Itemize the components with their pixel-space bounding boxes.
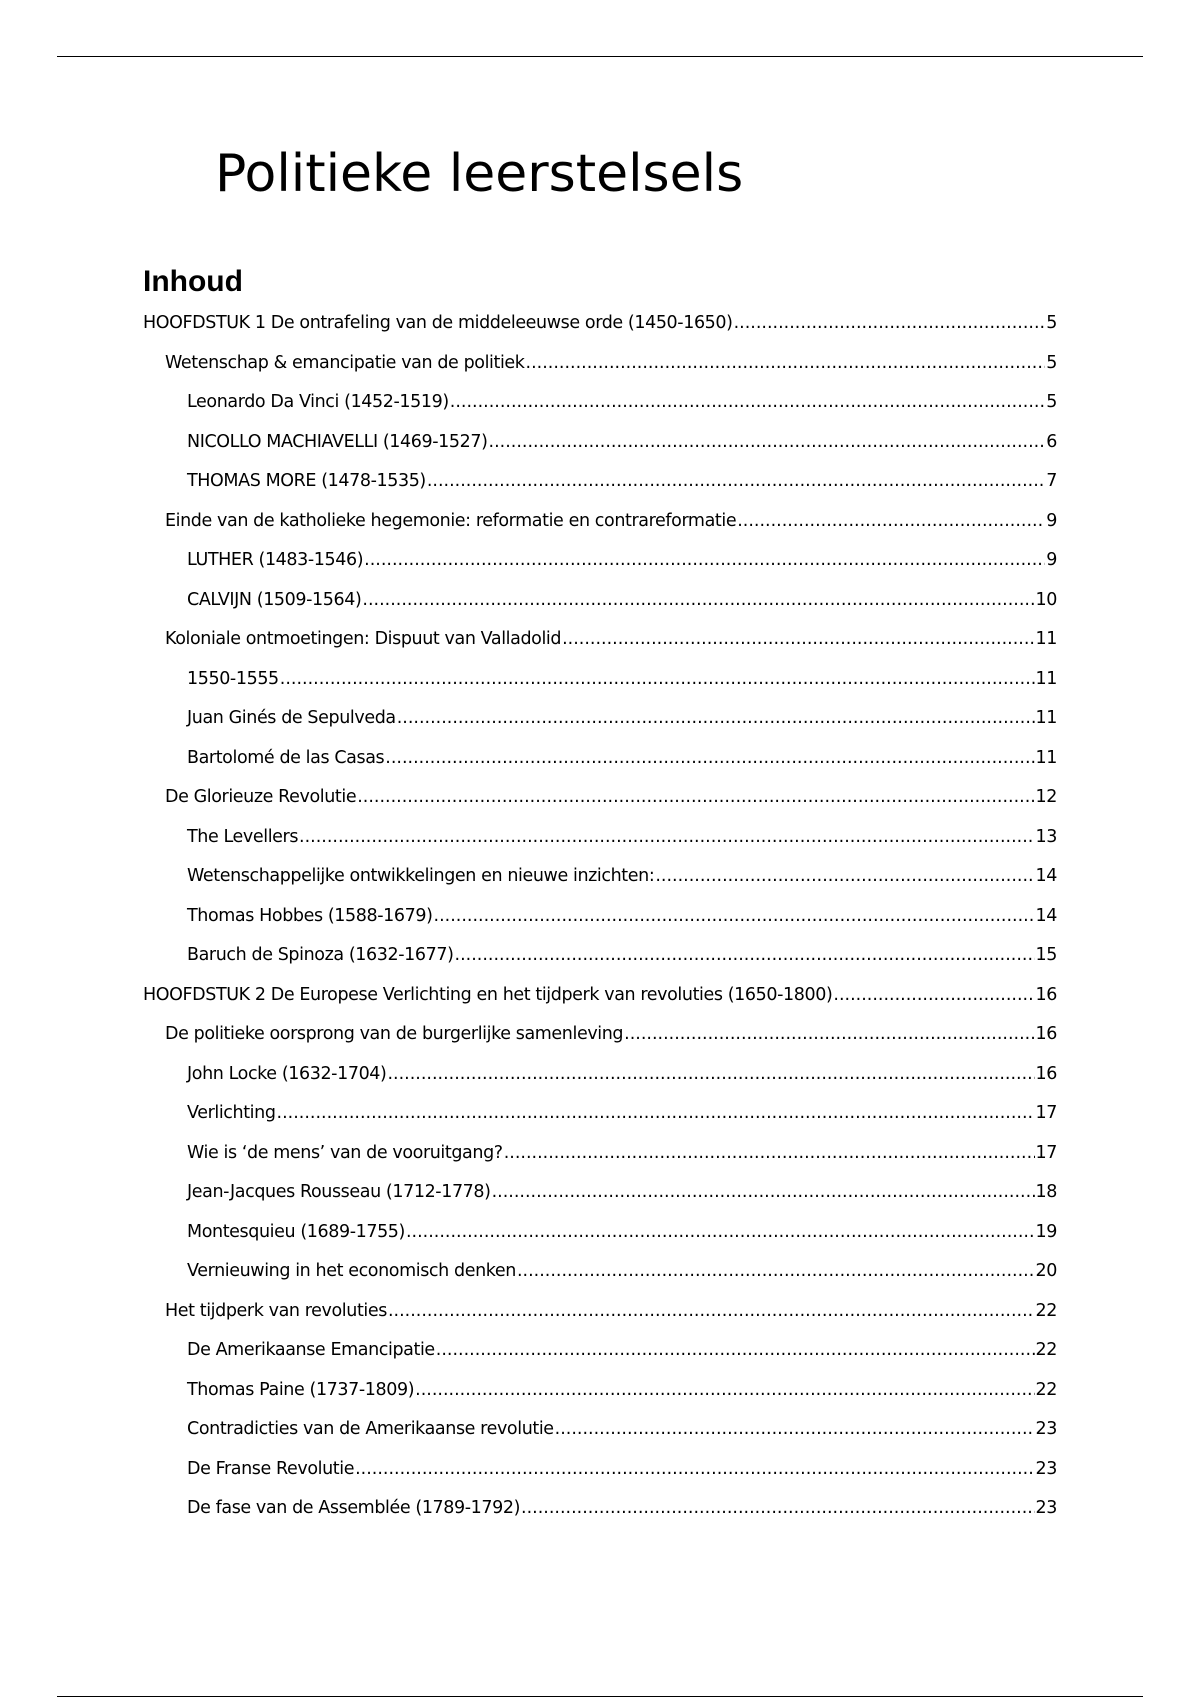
toc-dot-leader xyxy=(504,1140,1035,1166)
toc-dot-leader xyxy=(277,1100,1035,1126)
toc-page-number: 7 xyxy=(1046,471,1057,491)
toc-dot-leader xyxy=(299,824,1034,850)
toc-entry-title: THOMAS MORE (1478-1535) xyxy=(187,471,426,491)
toc-entry-title: Verlichting xyxy=(187,1103,276,1123)
toc-dot-leader xyxy=(406,1219,1035,1245)
toc-page-number: 14 xyxy=(1035,866,1057,886)
toc-dot-leader xyxy=(489,429,1046,455)
toc-entry[interactable] xyxy=(165,350,1057,376)
toc-dot-leader xyxy=(364,547,1045,573)
document-title: Politieke leerstelsels xyxy=(215,144,744,204)
toc-dot-leader xyxy=(357,784,1034,810)
toc-entry[interactable] xyxy=(187,547,1057,573)
toc-entry-title: Contradicties van de Amerikaanse revolutie xyxy=(187,1419,554,1439)
toc-entry[interactable] xyxy=(187,705,1057,731)
toc-entry[interactable] xyxy=(187,1416,1057,1442)
toc-entry-title: Einde van de katholieke hegemonie: reformatie en contrareformatie xyxy=(165,510,737,531)
toc-page-number: 16 xyxy=(1035,1024,1057,1044)
toc-entry[interactable] xyxy=(187,587,1057,613)
toc-dot-leader xyxy=(415,1377,1034,1403)
toc-entry-title: LUTHER (1483-1546) xyxy=(187,550,364,570)
toc-page-number: 20 xyxy=(1035,1261,1057,1281)
toc-entry[interactable] xyxy=(165,626,1057,652)
toc-entry-title: Vernieuwing in het economisch denken xyxy=(187,1261,516,1281)
toc-entry-title: The Levellers xyxy=(187,826,299,847)
toc-page-number: 17 xyxy=(1035,1142,1057,1163)
toc-dot-leader xyxy=(436,1337,1035,1363)
toc-dot-leader xyxy=(280,666,1035,692)
toc-page-number: 5 xyxy=(1046,313,1057,333)
toc-entry[interactable] xyxy=(187,824,1057,850)
toc-entry[interactable] xyxy=(187,1258,1057,1284)
toc-entry[interactable] xyxy=(187,1337,1057,1363)
toc-page-number: 17 xyxy=(1035,1103,1057,1123)
toc-entry-title: De fase van de Assemblée (1789-1792) xyxy=(187,1498,521,1518)
toc-page-number: 18 xyxy=(1035,1182,1057,1202)
toc-page-number: 23 xyxy=(1035,1458,1057,1479)
toc-entry[interactable] xyxy=(187,1495,1057,1521)
toc-dot-leader xyxy=(833,982,1034,1008)
toc-entry[interactable] xyxy=(143,310,1057,336)
toc-heading: Inhoud xyxy=(143,265,243,298)
toc-entry[interactable] xyxy=(187,745,1057,771)
toc-dot-leader xyxy=(387,1061,1034,1087)
toc-entry[interactable] xyxy=(187,1061,1057,1087)
toc-entry[interactable] xyxy=(187,1456,1057,1482)
toc-entry[interactable] xyxy=(187,1100,1057,1126)
toc-entry[interactable] xyxy=(143,982,1057,1008)
toc-dot-leader xyxy=(362,587,1034,613)
toc-dot-leader xyxy=(624,1021,1034,1047)
toc-entry-title: De Franse Revolutie xyxy=(187,1458,355,1479)
toc-entry[interactable] xyxy=(187,1377,1057,1403)
toc-dot-leader xyxy=(517,1258,1035,1284)
header-rule xyxy=(57,56,1143,57)
toc-dot-leader xyxy=(450,389,1045,415)
toc-entry[interactable] xyxy=(187,942,1057,968)
toc-entry-title: John Locke (1632-1704) xyxy=(187,1063,387,1084)
toc-page-number: 5 xyxy=(1046,352,1057,373)
toc-dot-leader xyxy=(434,903,1035,929)
toc-entry-title: Thomas Hobbes (1588-1679) xyxy=(187,905,433,926)
toc-dot-leader xyxy=(385,745,1034,771)
toc-dot-leader xyxy=(562,626,1034,652)
toc-dot-leader xyxy=(388,1298,1035,1324)
toc-page-number: 5 xyxy=(1046,392,1057,412)
toc-page-number: 11 xyxy=(1035,747,1057,768)
toc-entry[interactable] xyxy=(165,508,1057,534)
toc-page-number: 23 xyxy=(1035,1498,1057,1518)
toc-entry[interactable] xyxy=(187,666,1057,692)
toc-entry-title: Baruch de Spinoza (1632-1677) xyxy=(187,945,454,965)
toc-dot-leader xyxy=(734,310,1046,336)
toc-page-number: 6 xyxy=(1046,431,1057,452)
toc-entry-title: NICOLLO MACHIAVELLI (1469-1527) xyxy=(187,431,488,452)
toc-entry-title: CALVIJN (1509-1564) xyxy=(187,589,362,610)
footer-rule xyxy=(57,1696,1143,1697)
toc-entry-title: Jean-Jacques Rousseau (1712-1778) xyxy=(187,1182,491,1202)
toc-entry-title: Thomas Paine (1737-1809) xyxy=(187,1379,415,1400)
toc-entry-title: Montesquieu (1689-1755) xyxy=(187,1221,405,1242)
toc-page-number: 12 xyxy=(1035,787,1057,807)
toc-dot-leader xyxy=(555,1416,1035,1442)
toc-dot-leader xyxy=(492,1179,1035,1205)
toc-page-number: 23 xyxy=(1035,1419,1057,1439)
toc-entry-title: Wetenschappelijke ontwikkelingen en nieuwe inzichten: xyxy=(187,866,655,886)
toc-dot-leader xyxy=(427,468,1045,494)
toc-dot-leader xyxy=(737,508,1045,534)
toc-dot-leader xyxy=(455,942,1035,968)
toc-entry-title: Wie is ‘de mens’ van de vooruitgang? xyxy=(187,1142,503,1163)
toc-entry[interactable] xyxy=(165,1021,1057,1047)
toc-entry-title: De Glorieuze Revolutie xyxy=(165,787,357,807)
toc-entry-title: 1550-1555 xyxy=(187,668,279,689)
toc-entry-title: Het tijdperk van revoluties xyxy=(165,1300,387,1321)
toc-entry[interactable] xyxy=(187,1140,1057,1166)
toc-entry-title: Wetenschap & emancipatie van de politiek xyxy=(165,352,525,373)
toc-page-number: 15 xyxy=(1035,945,1057,965)
toc-page-number: 22 xyxy=(1035,1379,1057,1400)
toc-page-number: 13 xyxy=(1035,826,1057,847)
toc-page-number: 22 xyxy=(1035,1340,1057,1360)
toc-entry[interactable] xyxy=(187,1179,1057,1205)
toc-page-number: 16 xyxy=(1035,984,1057,1005)
toc-entry-title: De Amerikaanse Emancipatie xyxy=(187,1340,435,1360)
toc-entry-title: HOOFDSTUK 2 De Europese Verlichting en het tijdperk van revoluties (1650-1800) xyxy=(143,984,833,1005)
toc-page-number: 14 xyxy=(1035,905,1057,926)
toc-page-number: 11 xyxy=(1035,629,1057,649)
toc-entry[interactable] xyxy=(187,903,1057,929)
toc-entry[interactable] xyxy=(165,784,1057,810)
toc-page-number: 22 xyxy=(1035,1300,1057,1321)
toc-entry[interactable] xyxy=(187,468,1057,494)
toc-dot-leader xyxy=(521,1495,1034,1521)
toc-page-number: 10 xyxy=(1035,589,1057,610)
toc-entry[interactable] xyxy=(165,1298,1057,1324)
toc-entry-title: Juan Ginés de Sepulveda xyxy=(187,708,396,728)
toc-page-number: 11 xyxy=(1035,668,1057,689)
toc-page-number: 19 xyxy=(1035,1221,1057,1242)
toc-entry[interactable] xyxy=(187,1219,1057,1245)
toc-dot-leader xyxy=(655,863,1034,889)
toc-entry-title: HOOFDSTUK 1 De ontrafeling van de middeleeuwse orde (1450-1650) xyxy=(143,313,733,333)
toc-entry-title: Bartolomé de las Casas xyxy=(187,747,385,768)
toc-page-number: 16 xyxy=(1035,1063,1057,1084)
toc-entry-title: Koloniale ontmoetingen: Dispuut van Valladolid xyxy=(165,629,562,649)
toc-entry[interactable] xyxy=(187,863,1057,889)
toc-entry-title: Leonardo Da Vinci (1452-1519) xyxy=(187,392,449,412)
toc-page-number: 9 xyxy=(1046,550,1057,570)
toc-entry[interactable] xyxy=(187,429,1057,455)
toc-dot-leader xyxy=(355,1456,1034,1482)
toc-dot-leader xyxy=(397,705,1035,731)
toc-entry-title: De politieke oorsprong van de burgerlijke samenleving xyxy=(165,1024,624,1044)
toc-dot-leader xyxy=(526,350,1046,376)
toc-entry[interactable] xyxy=(187,389,1057,415)
toc-page-number: 9 xyxy=(1046,510,1057,531)
toc-page-number: 11 xyxy=(1035,708,1057,728)
